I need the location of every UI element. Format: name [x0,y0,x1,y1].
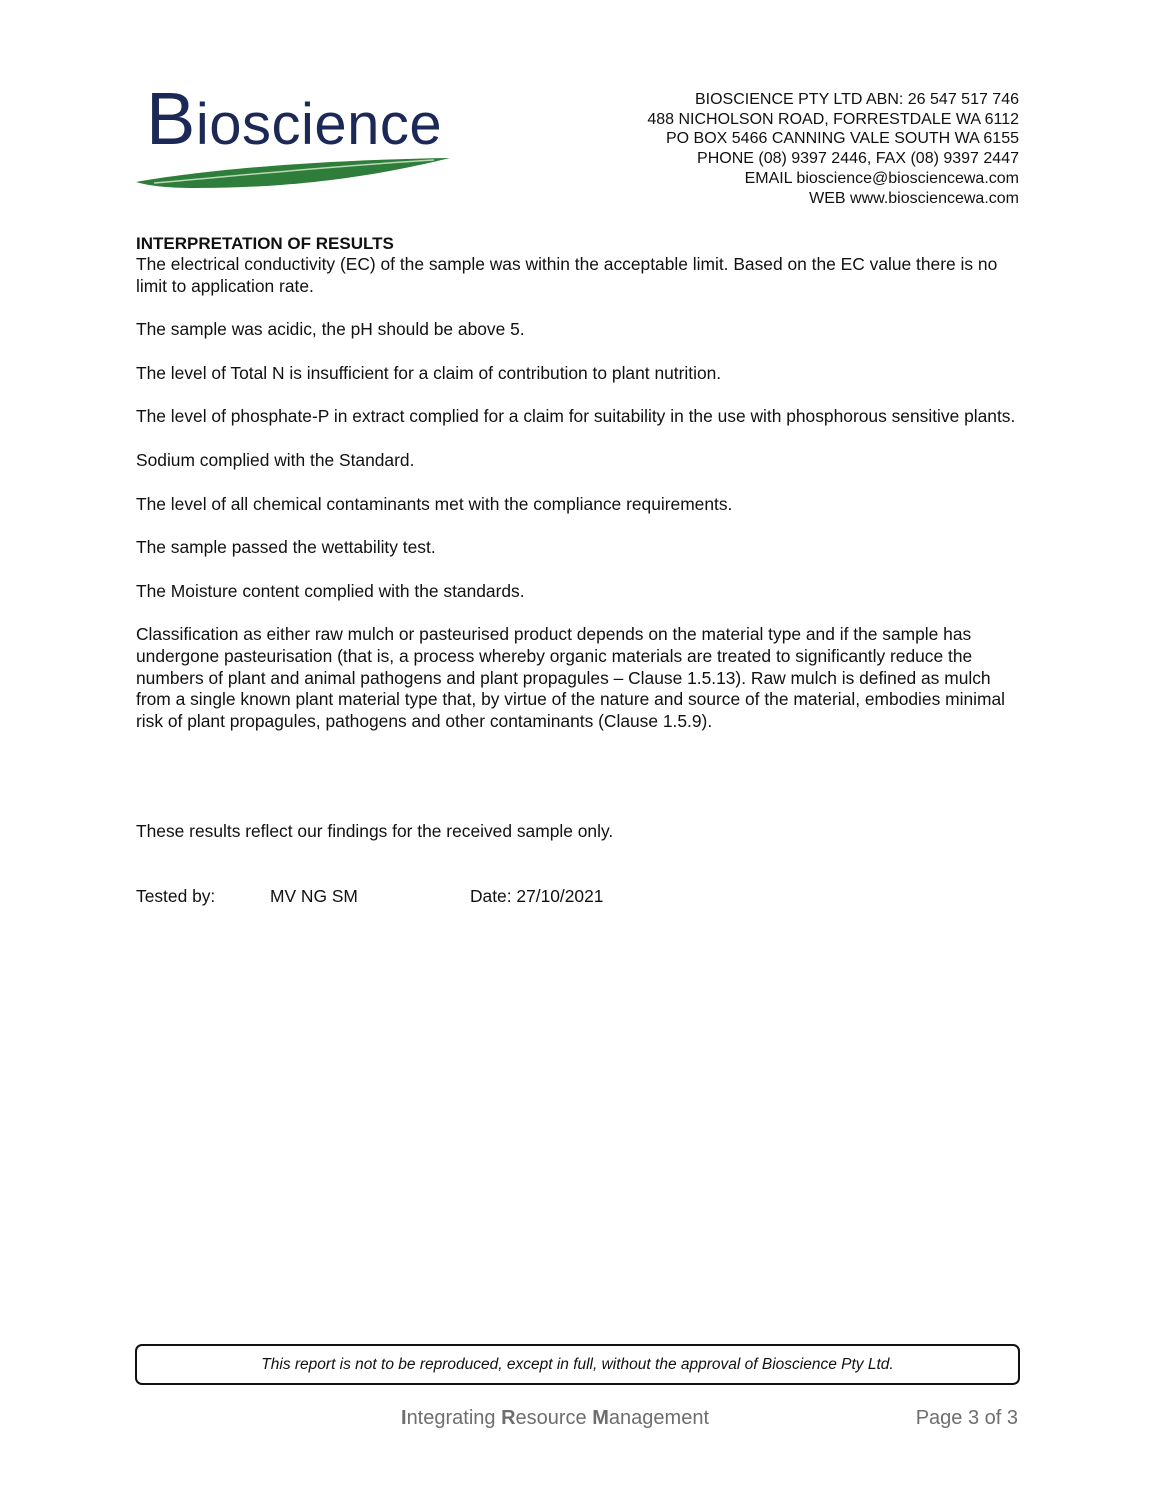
tested-by-label: Tested by: [136,886,216,906]
paragraph-contaminants: The level of all chemical contaminants met with the compliance requirements. [136,493,733,514]
footer-tagline [401,1407,709,1430]
company-details [647,90,1019,208]
tagline-cap-2: R [501,1407,516,1429]
reproduction-notice [135,1344,1020,1385]
tested-by-names: MV NG SM [270,886,358,906]
paragraph-ph: The sample was acidic, the pH should be above 5. [136,319,525,340]
conclusion-text: These results reflect our findings for the received sample only. [136,821,614,841]
bioscience-logo [134,77,454,200]
test-date: Date: 27/10/2021 [470,886,604,906]
paragraph-ec: The electrical conductivity (EC) of the sample was within the acceptable limit. Based on the EC value there is no limit to application rate. [136,254,998,296]
tagline-word-2: esource [515,1407,593,1429]
paragraph-total-n: The level of Total N is insufficient for a claim of contribution to plant nutrition. [136,362,722,383]
paragraph-sodium: Sodium complied with the Standard. [136,449,415,470]
logo-wordmark: Bioscience [146,77,443,160]
company-web: WEB www.biosciencewa.com [809,189,1019,207]
company-email: EMAIL bioscience@biosciencewa.com [744,169,1019,187]
paragraph-wettability: The sample passed the wettability test. [136,537,436,558]
page-number: Page 3 of 3 [915,1407,1018,1429]
paragraph-phosphate: The level of phosphate-P in extract complied for a claim for suitability in the use with phosphorous sensitive plants. [136,406,1016,427]
paragraph-moisture: The Moisture content complied with the standards. [136,580,525,601]
paragraph-classification: Classification as either raw mulch or pasteurised product depends on the material type and if the sample has undergone pasteurisation (that is, a process whereby organic materials are treated to significantly reduce the numbers of plant and animal pathogens and plant propagules – Clause 1.5.13). Raw mulch is defined as mulch from a single known plant material type that, by virtue of the nature and source of the material, embodies minimal risk of plant propagules, pathogens and other contaminants (Clause 1.5.9). [136,624,1006,731]
tagline-word-1: ntegrating [406,1407,502,1429]
tagline-word-3: anagement [608,1407,709,1429]
reproduction-notice-text: This report is not to be reproduced, except in full, without the approval of Bioscience Pty Ltd. [261,1355,894,1373]
tagline-cap-1: I [401,1407,407,1429]
leaf-swoosh-icon [134,152,454,200]
interpretation-section [136,233,1026,754]
section-heading: INTERPRETATION OF RESULTS [136,234,394,253]
company-address: 488 NICHOLSON ROAD, FORRESTDALE WA 6112 [647,110,1019,128]
company-abn: BIOSCIENCE PTY LTD ABN: 26 547 517 746 [694,91,1019,108]
tagline-cap-3: M [592,1407,609,1429]
company-phone-fax: PHONE (08) 9397 2446, FAX (08) 9397 2447 [697,150,1019,168]
company-po-box: PO BOX 5466 CANNING VALE SOUTH WA 6155 [665,130,1019,148]
